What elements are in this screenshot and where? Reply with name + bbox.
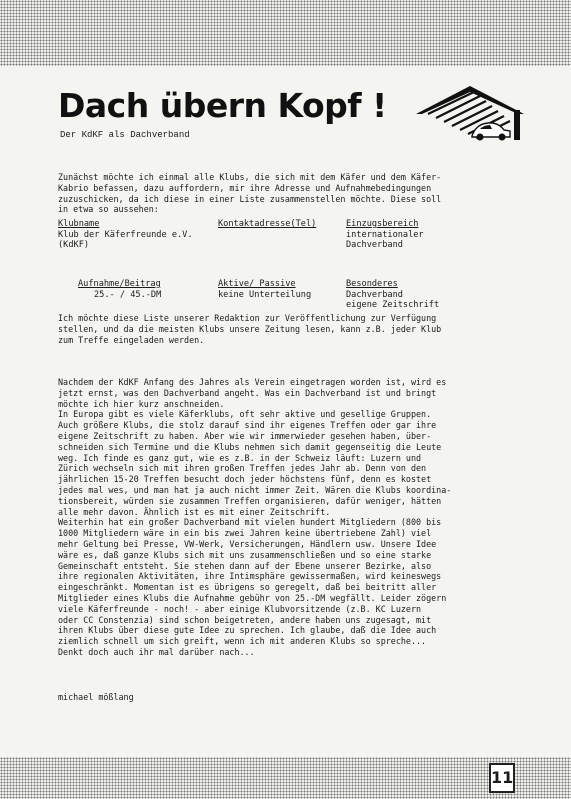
table-header-kontaktadresse: Kontaktadresse(Tel) bbox=[218, 219, 317, 229]
table-cell-aktive-passive: keine Unterteilung bbox=[218, 290, 312, 300]
page-number: 11 bbox=[489, 763, 515, 793]
table-cell-klubname: Klub der Käferfreunde e.V. (KdKF) bbox=[58, 230, 193, 251]
after-table-paragraph: Ich möchte diese Liste unserer Redaktion zur Veröffentlichung zur Verfügung stellen, und da die meisten Klubs unsere Zeitung lesen, kann z.B. jeder Klub zum Treffe eingeladen werden. bbox=[58, 313, 442, 345]
dotted-border-top bbox=[0, 0, 571, 66]
table-header-aufnahme-beitrag: Aufnahme/Beitrag bbox=[78, 279, 161, 289]
table-header-einzugsbereich: Einzugsbereich bbox=[346, 219, 419, 229]
table-header-klubname: Klubname bbox=[58, 219, 100, 229]
table-header-besonderes: Besonderes bbox=[346, 279, 398, 289]
article-title: Dach übern Kopf ! bbox=[58, 86, 387, 125]
car-roof-logo-icon bbox=[414, 84, 526, 142]
main-body-text: Nachdem der KdKF Anfang des Jahres als Verein eingetragen worden ist, wird es jetzt ernst, was den Dachverband angeht. Was ein Dachverband ist und bringt möchte ich hier kurz anschneiden. In Europa gibt es viele Käferklubs, oft sehr aktive und gesellige Gruppen. Auch größere Klubs, die stolz darauf sind ihr eigenes Treffen oder gar ihre eigene Zeitschrift zu haben. Aber wie wir immerwieder gesehen haben, über- schneiden sich Termine und die Klubs nehmen sich damit gegenseitig die Leute weg. Ich finde es ganz gut, wie es z.B. in der Schweiz läuft: Luzern und Zürich wechseln sich mit ihren großen Treffen jedes Jahr ab. Denn von den jährlichen 15-20 Treffen besucht doch jeder höchstens fünf, denn es kostet jedes mal wes, und man hat ja auch nicht immer Zeit. Wären die Klubs koordina- tionsbereit, würden sie zusammen Treffen organisieren, dafür weniger, hätten alle mehr davon. Ähnlich ist es mit einer Zeitschrift. Weiterhin hat ein großer Dachverband mit vielen hundert Mitgliedern (800 bis 1000 Mitgliedern wäre in ein bis zwei Jahren keine übertriebene Zahl) viel mehr Geltung bei Presse, VW-Werk, Versicherungen, Händlern usw. Unsere Idee wäre es, daß ganze Klubs sich mit uns zusammenschließen und so eine starke Gemeinschaft entsteht. Sie stehen dann auf der Ebene unserer Bezirke, also ihre regionalen Aktivitäten, ihre Intimsphäre gewissermaßen, wird keineswegs eingeschränkt. Momentan ist es übrigens so geregelt, daß bei beitritt aller Mitglieder eines Klubs die Aufnahme gebühr von 25.-DM wegfällt. Leider zögern viele Käferfreunde - noch! - aber einige Klubvorsitzende (z.B. KC Luzern oder CC Constenzia) sind schon beigetreten, andere haben uns zugesagt, mit ihren Klubs über diese gute Idee zu sprechen. Ich glaube, daß die Idee auch ziemlich schnell um sich greift, wenn ich mit anderen Klubs so spreche... Denkt doch auch ihr mal darüber nach... bbox=[58, 377, 452, 657]
article-subtitle: Der KdKF als Dachverband bbox=[60, 130, 190, 140]
dotted-border-bottom bbox=[0, 757, 571, 799]
table-cell-besonderes: Dachverband eigene Zeitschrift bbox=[346, 290, 440, 311]
table-cell-aufnahme-beitrag: 25.- / 45.-DM bbox=[94, 290, 162, 300]
table-header-aktive-passive: Aktive/ Passive bbox=[218, 279, 296, 289]
table-cell-einzugsbereich: internationaler Dachverband bbox=[346, 230, 424, 251]
author-signature: michael mößlang bbox=[58, 692, 134, 702]
intro-paragraph: Zunächst möchte ich einmal alle Klubs, die sich mit dem Käfer und dem Käfer- Kabrio befassen, dazu auffordern, mir ihre Adresse und Aufnahmebedingungen zuzuschicken, da ich diese in einer Liste zusammenstellen möchte. Diese soll in etwa so aussehen: bbox=[58, 172, 442, 215]
